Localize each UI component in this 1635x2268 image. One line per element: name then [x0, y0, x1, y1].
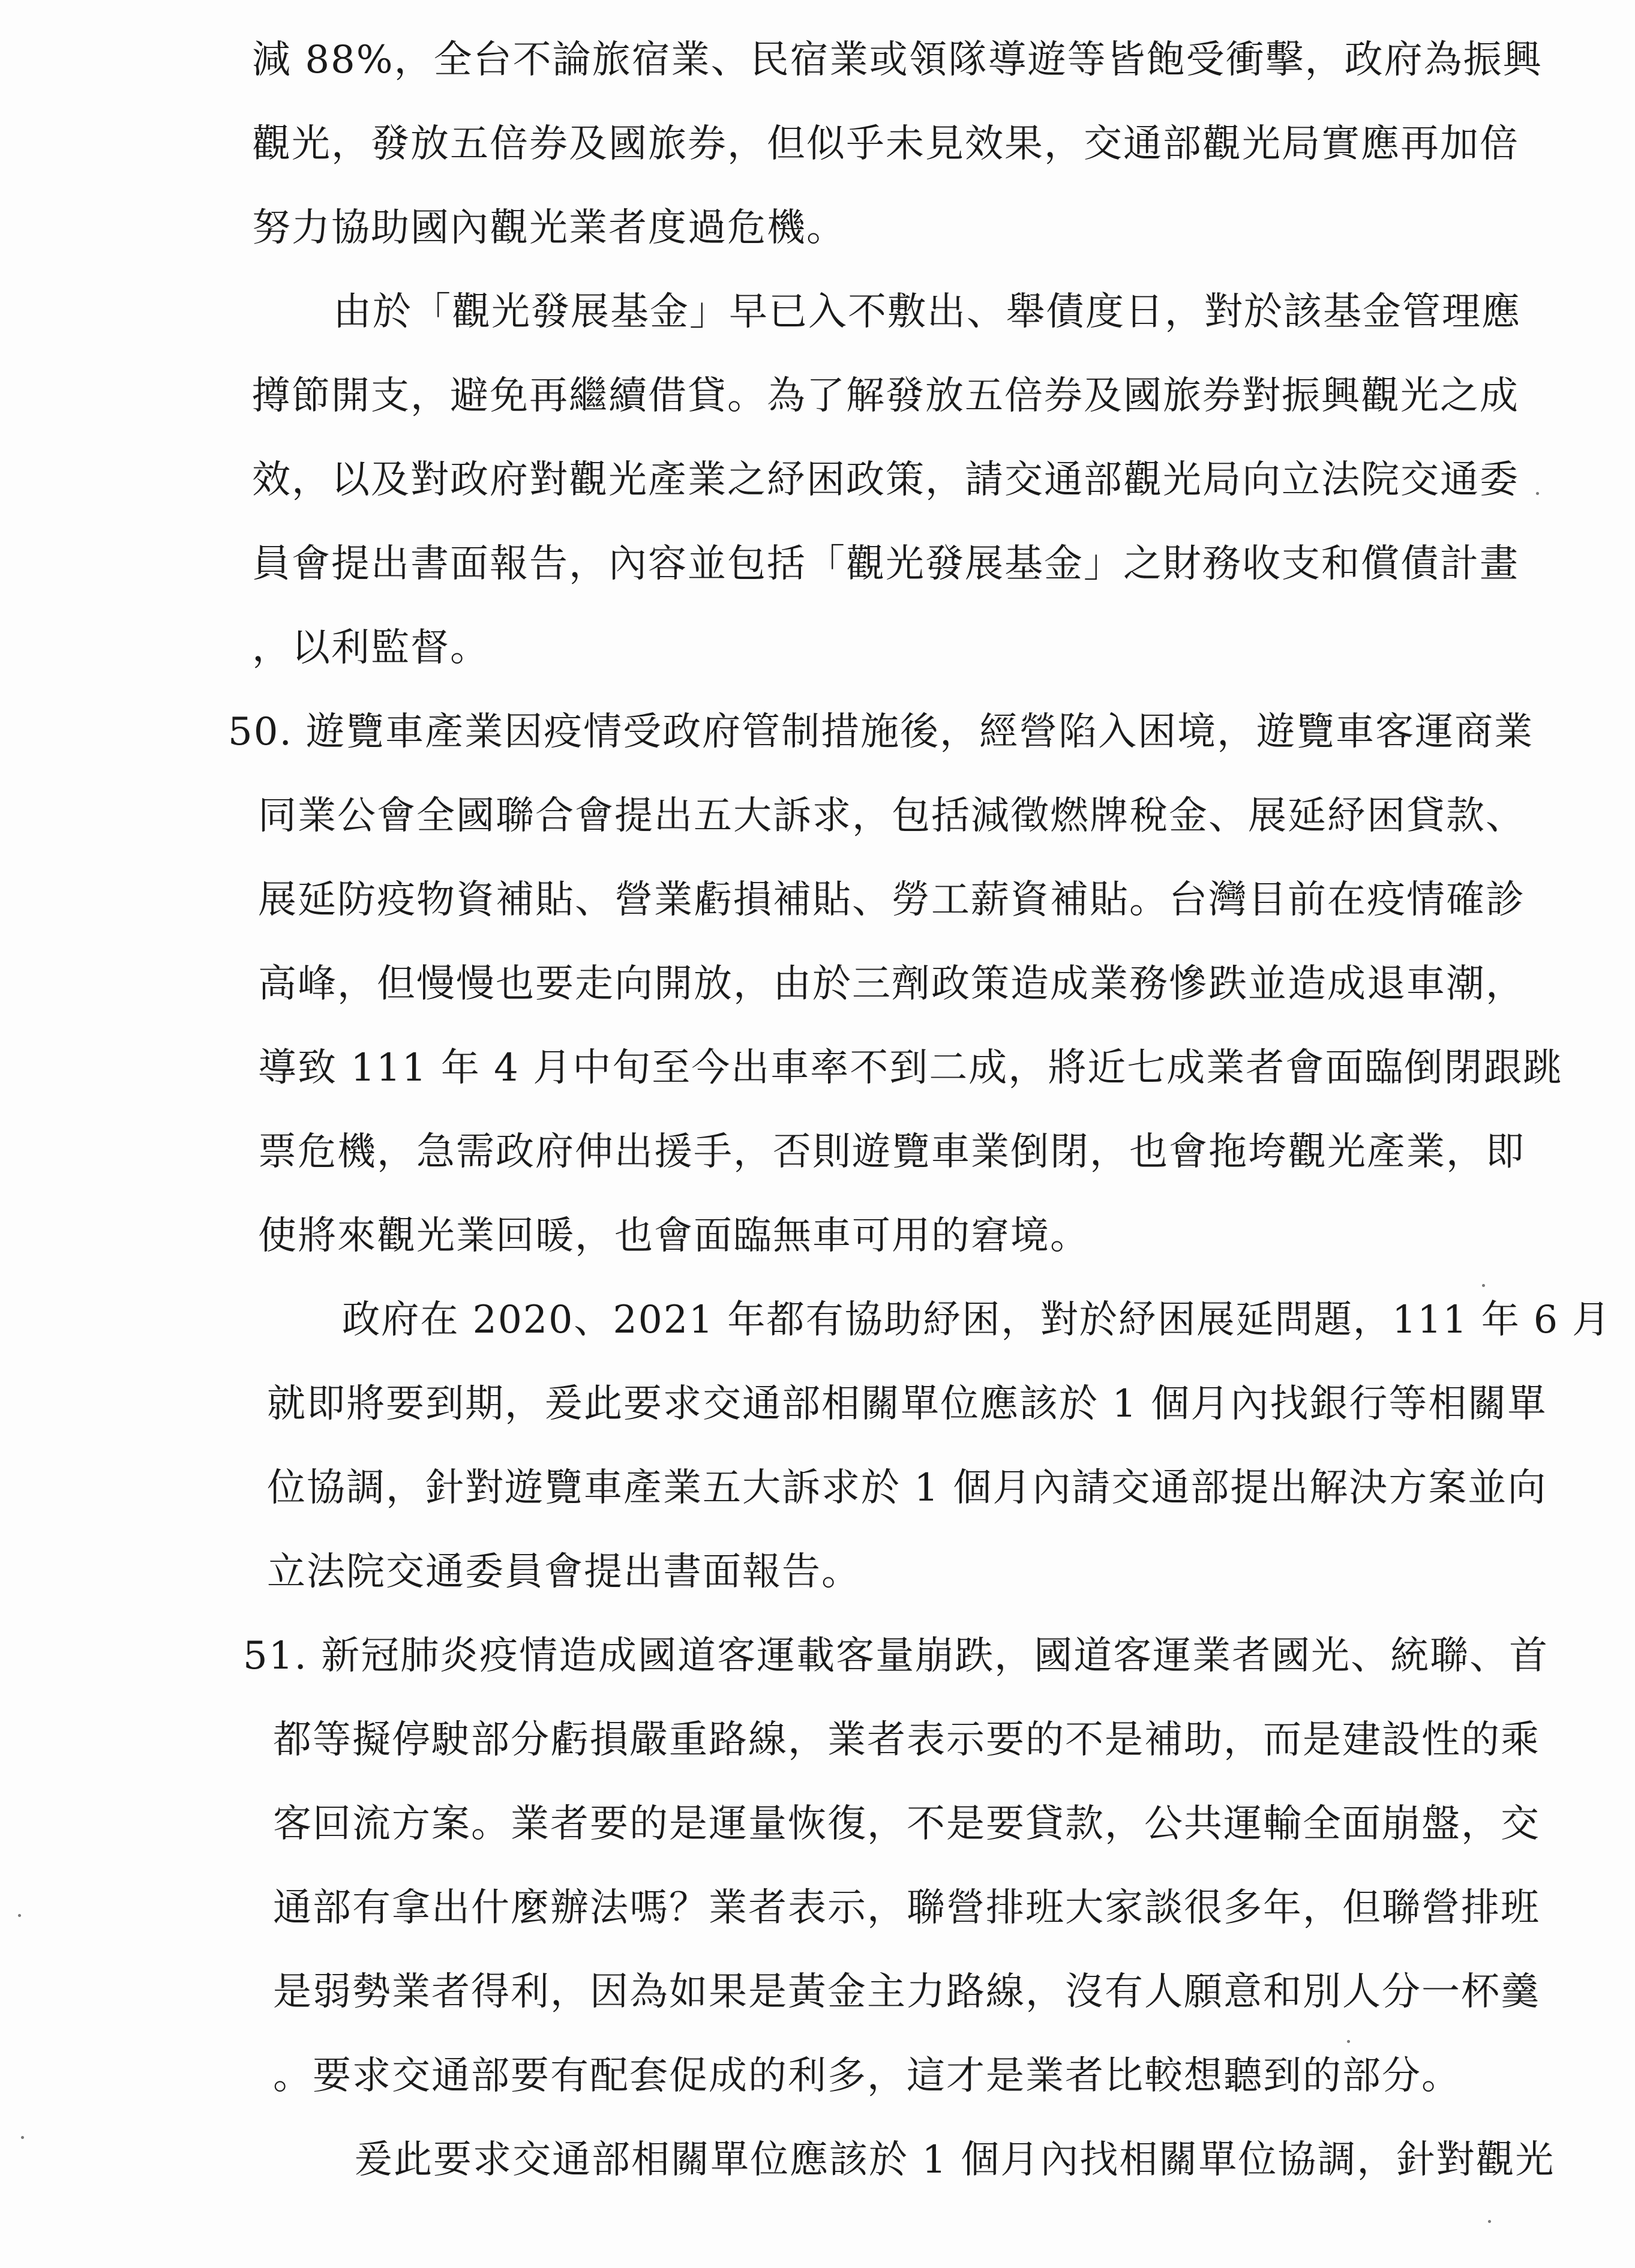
text-line: 是弱勢業者得利，因為如果是黃金主力路線，沒有人願意和別人分一杯羹	[273, 1970, 1540, 2014]
text-line: ，以利監督。	[252, 626, 490, 670]
text-line: 政府在 2020、2021 年都有協助紓困，對於紓困展延問題，111 年 6 月	[342, 1298, 1612, 1342]
text-line: 客回流方案。業者要的是運量恢復，不是要貸款，公共運輸全面崩盤，交	[273, 1802, 1540, 1846]
list-item-50-heading: 50. 遊覽車產業因疫情受政府管制措施後，經營陷入困境，遊覽車客運商業	[228, 710, 1534, 754]
text-line: 導致 111 年 4 月中旬至今出車率不到二成，將近七成業者會面臨倒閉跟跳	[258, 1046, 1563, 1090]
text-line: 效，以及對政府對觀光產業之紓困政策，請交通部觀光局向立法院交通委	[252, 458, 1519, 502]
text-line: 就即將要到期，爰此要求交通部相關單位應該於 1 個月內找銀行等相關單	[267, 1382, 1547, 1426]
scan-speck	[1347, 2040, 1350, 2043]
text-line: 展延防疫物資補貼、營業虧損補貼、勞工薪資補貼。台灣目前在疫情確診	[258, 878, 1525, 922]
text-line: 觀光，發放五倍券及國旅券，但似乎未見效果，交通部觀光局實應再加倍	[252, 122, 1519, 166]
scan-speck	[21, 2136, 24, 2139]
text-line: 高峰，但慢慢也要走向開放，由於三劑政策造成業務慘跌並造成退車潮，	[258, 962, 1525, 1006]
text-line: 。要求交通部要有配套促成的利多，這才是業者比較想聽到的部分。	[273, 2054, 1461, 2098]
scan-speck	[1482, 1284, 1485, 1287]
text-line: 努力協助國內觀光業者度過危機。	[252, 206, 846, 250]
scan-speck	[18, 1914, 21, 1917]
text-line: 使將來觀光業回暖，也會面臨無車可用的窘境。	[258, 1214, 1090, 1258]
text-line: 由於「觀光發展基金」早已入不敷出、舉債度日，對於該基金管理應	[333, 290, 1521, 334]
text-line: 減 88%，全台不論旅宿業、民宿業或領隊導遊等皆飽受衝擊，政府為振興	[252, 38, 1543, 82]
text-line: 爰此要求交通部相關單位應該於 1 個月內找相關單位協調，針對觀光	[354, 2138, 1555, 2182]
text-line: 同業公會全國聯合會提出五大訴求，包括減徵燃牌稅金、展延紓困貸款、	[258, 794, 1525, 838]
text-line: 位協調，針對遊覽車產業五大訴求於 1 個月內請交通部提出解決方案並向	[267, 1466, 1547, 1510]
text-line: 通部有拿出什麼辦法嗎？業者表示，聯營排班大家談很多年，但聯營排班	[273, 1886, 1540, 1930]
text-line: 撙節開支，避免再繼續借貸。為了解發放五倍券及國旅券對振興觀光之成	[252, 374, 1519, 418]
text-line: 員會提出書面報告，內容並包括「觀光發展基金」之財務收支和償債計畫	[252, 542, 1519, 586]
text-line: 票危機，急需政府伸出援手，否則遊覽車業倒閉，也會拖垮觀光產業，即	[258, 1130, 1525, 1174]
text-line: 立法院交通委員會提出書面報告。	[267, 1550, 861, 1594]
scan-speck	[1536, 492, 1539, 495]
list-item-51-heading: 51. 新冠肺炎疫情造成國道客運載客量崩跌，國道客運業者國光、統聯、首	[243, 1634, 1549, 1678]
scan-speck	[1488, 2220, 1491, 2223]
text-line: 都等擬停駛部分虧損嚴重路線，業者表示要的不是補助，而是建設性的乘	[273, 1718, 1540, 1762]
